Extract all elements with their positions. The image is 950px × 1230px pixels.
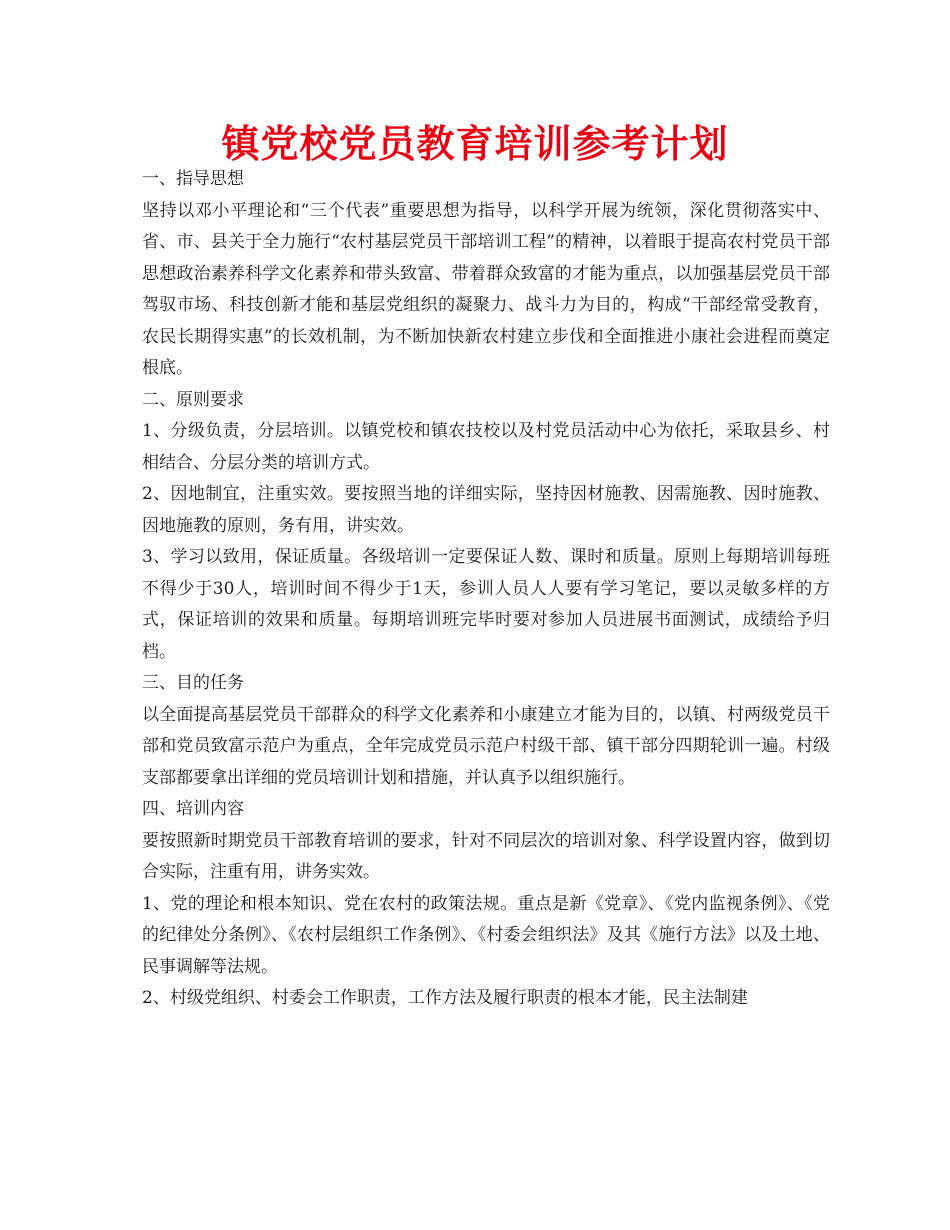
section-heading: 一、指导思想: [142, 169, 244, 189]
document-body: [142, 164, 830, 1015]
paragraph: 2、因地制宜，注重实效。要按照当地的详细实际，坚持因材施教、因需施教、因时施教、因地施教的原则，务有用，讲实效。: [142, 484, 830, 536]
section-heading: 三、目的任务: [142, 673, 244, 693]
document-title: 镇党校党员教育培训参考计划: [221, 122, 729, 166]
section-heading: 四、培训内容: [142, 799, 244, 819]
paragraph: 坚持以邓小平理论和“三个代表”重要思想为指导，以科学开展为统领，深化贯彻落实中、省、市、县关于全力施行“农村基层党员干部培训工程”的精神，以着眼于提高农村党员干部思想政治素养科学文化素养和带头致富、带着群众致富的才能为重点，以加强基层党员干部驾驭市场、科技创新才能和基层党组织的凝聚力、战斗力为目的，构成“干部经常受教育，农民长期得实惠”的长效机制，为不断加快新农村建立步伐和全面推进小康社会进程而奠定根底。: [142, 200, 830, 378]
paragraph: 3、学习以致用，保证质量。各级培训一定要保证人数、课时和质量。原则上每期培训每班不得少于30人，培训时间不得少于1天，参训人员人人要有学习笔记，要以灵敏多样的方式，保证培训的效果和质量。每期培训班完毕时要对参加人员进展书面测试，成绩给予归档。: [142, 547, 830, 662]
paragraph: 2、村级党组织、村委会工作职责，工作方法及履行职责的根本才能，民主法制建: [142, 988, 748, 1008]
section-heading: 二、原则要求: [142, 389, 244, 410]
paragraph: 以全面提高基层党员干部群众的科学文化素养和小康建立才能为目的，以镇、村两级党员干部和党员致富示范户为重点，全年完成党员示范户村级干部、镇干部分四期轮训一遍。村级支部都要拿出详细的党员培训计划和措施，并认真予以组织施行。: [142, 704, 830, 788]
paragraph: 要按照新时期党员干部教育培训的要求，针对不同层次的培训对象、科学设置内容，做到切合实际，注重有用，讲务实效。: [142, 830, 830, 882]
paragraph: 1、分级负责，分层培训。以镇党校和镇农技校以及村党员活动中心为依托，采取县乡、村相结合、分层分类的培训方式。: [142, 421, 830, 473]
paragraph: 1、党的理论和根本知识、党在农村的政策法规。重点是新《党章》、《党内监视条例》、《党的纪律处分条例》、《农村层组织工作条例》、《村委会组织法》及其《施行方法》以及土地、民事调解等法规。: [142, 893, 830, 977]
